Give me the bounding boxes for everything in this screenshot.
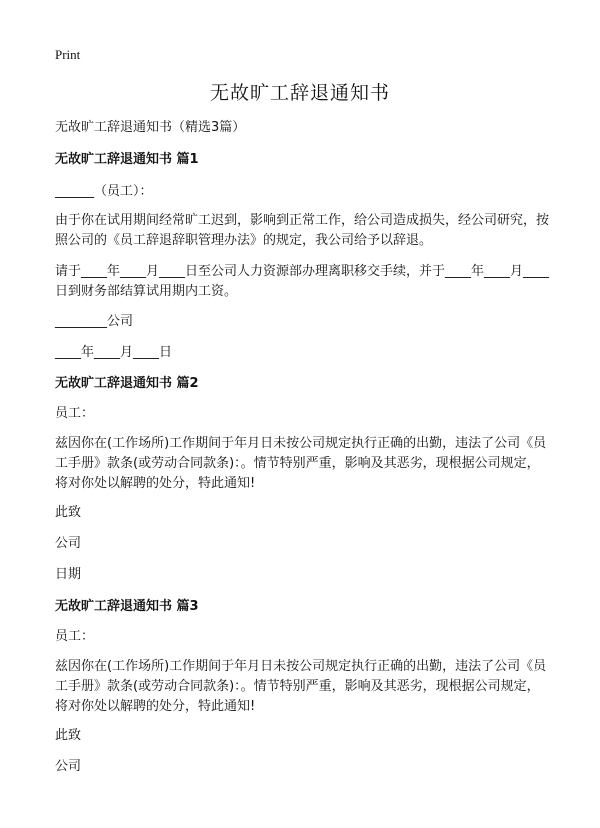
section-1-date: ____年____月____日	[55, 345, 173, 360]
section-2-heading: 无故旷工辞退通知书 篇2	[55, 376, 199, 391]
section-3-salutation: 员工：	[55, 629, 95, 644]
section-2-company: 公司	[55, 536, 82, 551]
document-subtitle: 无故旷工辞退通知书（精选3篇）	[55, 120, 246, 135]
section-2-salutation: 员工：	[55, 406, 95, 421]
section-3-closing: 此致	[55, 728, 82, 743]
print-label: Print	[55, 47, 81, 62]
section-1-heading: 无故旷工辞退通知书 篇1	[55, 152, 199, 167]
section-1-paragraph-1: 由于你在试用期间经常旷工迟到，影响到正常工作，给公司造成损失，经公司研究，按照公司的《员工辞退辞职管理办法》的规定，我公司给予以辞退。	[55, 213, 550, 248]
document-title: 无故旷工辞退通知书	[209, 82, 390, 104]
section-1-company: ________公司	[55, 314, 134, 329]
section-1-salutation: ______（员工）：	[55, 184, 153, 199]
section-2-closing: 此致	[55, 505, 82, 520]
section-3-heading: 无故旷工辞退通知书 篇3	[55, 599, 199, 614]
section-3-paragraph: 兹因你在(工作场所)工作期间于年月日未按公司规定执行正确的出勤，违法了公司《员工手册》款条(或劳动合同款条)：。情节特别严重，影响及其恶劣，现根据公司规定，将对你处以解聘的处分，特此通知!	[55, 659, 547, 714]
section-2-paragraph: 兹因你在(工作场所)工作期间于年月日未按公司规定执行正确的出勤，违法了公司《员工手册》款条(或劳动合同款条)：。情节特别严重，影响及其恶劣，现根据公司规定，将对你处以解聘的处分，特此通知!	[55, 436, 547, 491]
section-3-company: 公司	[55, 759, 82, 774]
section-2-date: 日期	[55, 567, 82, 582]
section-1-paragraph-2: 请于____年____月____日至公司人力资源部办理离职移交手续，并于____年____月____日到财务部结算试用期内工资。	[55, 264, 550, 299]
